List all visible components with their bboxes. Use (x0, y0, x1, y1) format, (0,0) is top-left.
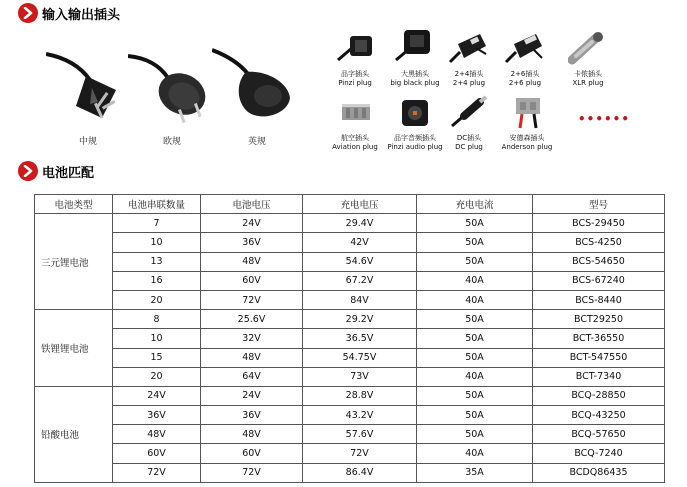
header-series-count: 电池串联数量 (113, 195, 201, 214)
table-cell: BCS-8440 (533, 290, 665, 309)
dc-plug-label: DC插头 DC plug (455, 134, 483, 151)
table-cell: 60V (201, 444, 303, 463)
table-cell: 54.6V (303, 252, 417, 271)
table-cell: 8 (113, 310, 201, 329)
table-cell: 50A (417, 214, 533, 233)
table-cell: 48V (201, 425, 303, 444)
table-cell: 48V (201, 348, 303, 367)
table-cell: 16 (113, 271, 201, 290)
table-cell: 60V (201, 271, 303, 290)
plugs-section-title (18, 3, 120, 23)
header-battery-type: 电池类型 (35, 195, 113, 214)
header-charge-current: 充电电流 (417, 195, 533, 214)
chevron-right-icon (18, 161, 38, 181)
china-plug-icon (46, 40, 130, 124)
more-connectors-dots: •••••• (578, 112, 631, 126)
table-cell: 48V (113, 425, 201, 444)
table-cell: 72V (201, 290, 303, 309)
table-cell: 36V (201, 233, 303, 252)
table-row (35, 425, 665, 444)
table-cell: 64V (201, 367, 303, 386)
table-cell: BCQ-7240 (533, 444, 665, 463)
table-row (35, 348, 665, 367)
table-cell: BCDQ86435 (533, 463, 665, 482)
table-cell: 7 (113, 214, 201, 233)
table-row (35, 463, 665, 482)
eu-plug-icon (128, 40, 212, 124)
table-row (35, 329, 665, 348)
dc-plug-icon (450, 94, 490, 130)
table-cell: 10 (113, 233, 201, 252)
header-battery-voltage: 电池电压 (201, 195, 303, 214)
table-cell: 24V (113, 386, 201, 405)
table-cell: BCT29250 (533, 310, 665, 329)
table-row (35, 271, 665, 290)
table-cell: 42V (303, 233, 417, 252)
battery-title-text: 电池匹配 (42, 165, 95, 181)
table-cell: 72V (201, 463, 303, 482)
table-cell: 57.6V (303, 425, 417, 444)
table-cell: 72V (303, 444, 417, 463)
table-cell: 24V (201, 386, 303, 405)
two-plus-six-plug-label: 2+6插头 2+6 plug (508, 70, 542, 87)
table-cell: 29.2V (303, 310, 417, 329)
table-cell: BCT-7340 (533, 367, 665, 386)
table-cell: 15 (113, 348, 201, 367)
table-header-row (35, 195, 665, 214)
table-row (35, 386, 665, 405)
xlr-plug-icon (568, 30, 608, 66)
table-cell: 28.8V (303, 386, 417, 405)
table-cell: 50A (417, 252, 533, 271)
table-cell: 50A (417, 386, 533, 405)
table-cell: BCT-36550 (533, 329, 665, 348)
table-cell: 86.4V (303, 463, 417, 482)
table-cell: 24V (201, 214, 303, 233)
table-cell: 36V (201, 406, 303, 425)
table-cell: 60V (113, 444, 201, 463)
table-cell: 84V (303, 290, 417, 309)
chevron-right-icon (18, 3, 38, 23)
table-cell: 13 (113, 252, 201, 271)
table-cell: 32V (201, 329, 303, 348)
table-cell: 73V (303, 367, 417, 386)
table-cell: 67.2V (303, 271, 417, 290)
table-row (35, 367, 665, 386)
pinzi-audio-plug-icon (394, 94, 434, 130)
table-cell: 72V (113, 463, 201, 482)
table-cell: 50A (417, 425, 533, 444)
china-plug-label: 中规 (78, 137, 97, 147)
header-charge-voltage: 充电电压 (303, 195, 417, 214)
pinzi-plug-icon (336, 30, 376, 66)
table-cell: 40A (417, 290, 533, 309)
table-cell: 20 (113, 367, 201, 386)
table-cell: 48V (201, 252, 303, 271)
table-cell: BCS-67240 (533, 271, 665, 290)
table-row (35, 310, 665, 329)
table-cell: BCQ-43250 (533, 406, 665, 425)
anderson-plug-icon (508, 94, 548, 130)
plugs-title-text: 输入输出插头 (42, 7, 121, 23)
table-row (35, 290, 665, 309)
two-plus-four-plug-icon (448, 30, 488, 66)
table-cell: 50A (417, 348, 533, 367)
two-plus-four-plug-label: 2+4插头 2+4 plug (452, 70, 486, 87)
table-cell: 50A (417, 406, 533, 425)
table-cell: 36.5V (303, 329, 417, 348)
aviation-plug-label: 航空插头 Aviation plug (332, 134, 378, 151)
table-cell: BCS-54650 (533, 252, 665, 271)
aviation-plug-icon (336, 94, 376, 130)
battery-section-title (18, 161, 94, 181)
table-cell: 36V (113, 406, 201, 425)
table-cell: BCQ-28850 (533, 386, 665, 405)
table-cell: 40A (417, 367, 533, 386)
table-cell: BCS-4250 (533, 233, 665, 252)
table-cell: BCS-29450 (533, 214, 665, 233)
table-row (35, 406, 665, 425)
table-cell: 40A (417, 271, 533, 290)
big-black-plug-icon (394, 26, 434, 62)
table-row (35, 214, 665, 233)
xlr-plug-label: 卡侬插头 XLR plug (572, 70, 604, 87)
table-cell: 20 (113, 290, 201, 309)
table-cell: BCT-547550 (533, 348, 665, 367)
header-model: 型号 (533, 195, 665, 214)
two-plus-six-plug-icon (504, 30, 544, 66)
table-cell: 50A (417, 329, 533, 348)
battery-type-cell: 铁锂锂电池 (35, 310, 113, 387)
table-cell: 25.6V (201, 310, 303, 329)
battery-type-cell: 三元锂电池 (35, 214, 113, 310)
table-cell: 54.75V (303, 348, 417, 367)
table-cell: 10 (113, 329, 201, 348)
pinzi-audio-plug-label: 品字音频插头 Pinzi audio plug (387, 134, 443, 151)
table-cell: 43.2V (303, 406, 417, 425)
uk-plug-label: 英规 (247, 137, 266, 147)
table-cell: 50A (417, 233, 533, 252)
table-row (35, 233, 665, 252)
table-cell: 35A (417, 463, 533, 482)
table-row (35, 252, 665, 271)
battery-match-table (34, 194, 665, 483)
pinzi-plug-label: 品字插头 Pinzi plug (338, 70, 372, 87)
table-cell: 40A (417, 444, 533, 463)
table-cell: BCQ-57650 (533, 425, 665, 444)
table-row (35, 444, 665, 463)
table-cell: 29.4V (303, 214, 417, 233)
table-cell: 50A (417, 310, 533, 329)
battery-type-cell: 铅酸电池 (35, 386, 113, 482)
anderson-plug-label: 安德森插头 Anderson plug (501, 134, 553, 151)
big-black-plug-label: 大黑插头 big black plug (390, 70, 440, 87)
uk-plug-icon (212, 40, 296, 124)
eu-plug-label: 欧规 (162, 137, 181, 147)
